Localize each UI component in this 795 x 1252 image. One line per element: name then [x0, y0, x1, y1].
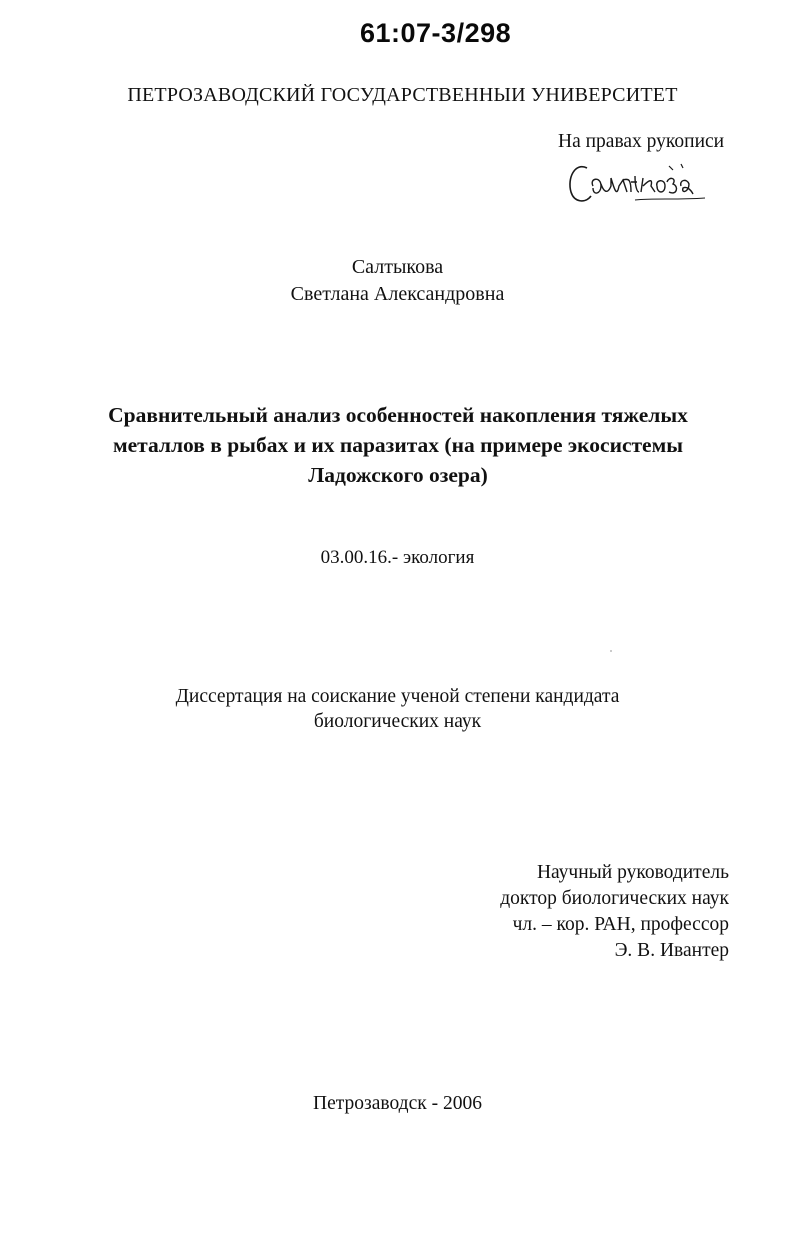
title-line-1: Сравнительный анализ особенностей накопления тяжелых	[108, 403, 688, 427]
degree-line-1: Диссертация на соискание ученой степени кандидата	[175, 686, 620, 707]
supervisor-block	[500, 860, 729, 964]
degree-line-2: биологических наук	[313, 711, 482, 732]
supervisor-name: Э. В. Ивантер	[614, 940, 729, 961]
author-signature	[565, 156, 715, 212]
supervisor-degree: доктор биологических наук	[500, 888, 729, 909]
manuscript-rights-note: На правах рукописи	[558, 131, 725, 152]
scan-speck	[610, 650, 612, 652]
specialty-code: 03.00.16.- экология	[320, 547, 475, 568]
place-and-year: Петрозаводск - 2006	[313, 1093, 482, 1114]
supervisor-rank: чл. – кор. РАН, профессор	[512, 914, 729, 935]
author-given-names: Светлана Александровна	[290, 283, 505, 305]
title-line-3: Ладожского озера)	[308, 463, 488, 487]
catalog-number: 61:07-3/298	[360, 18, 512, 48]
title-line-2: металлов в рыбах и их паразитах (на примере экосистемы	[112, 433, 684, 457]
supervisor-role: Научный руководитель	[536, 862, 729, 883]
author-surname: Салтыкова	[351, 256, 444, 278]
dissertation-title	[92, 400, 704, 490]
degree-statement	[0, 684, 795, 734]
author-block	[0, 254, 795, 308]
university-name: ПЕТРОЗАВОДСКИЙ ГОСУДАРСТВЕННЫИ УНИВЕРСИТЕТ	[127, 84, 678, 106]
